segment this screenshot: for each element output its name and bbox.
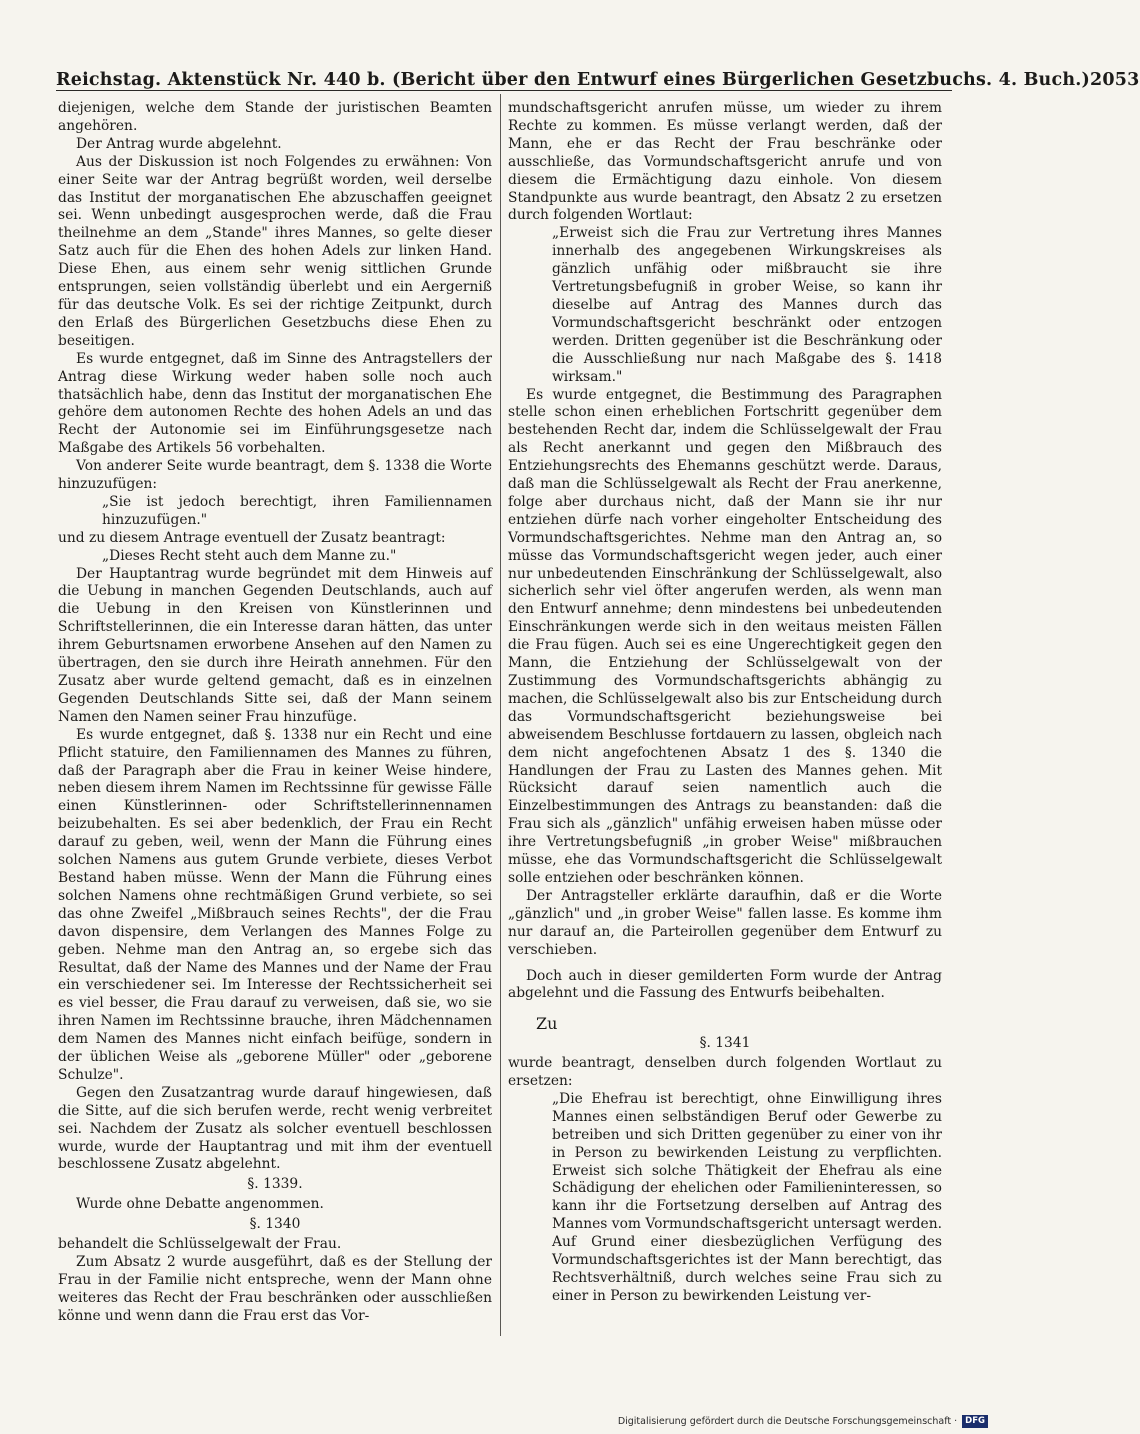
- paragraph: mundschaftsgericht anrufen müsse, um wieder zu ihrem Rechte zu kommen. Es müsse verlangt werden, daß der Mann, ehe er das Recht der Frau beschränke oder ausschließe, das Vormundschaftsgericht anrufe und von diesem die Ermächtigung dazu einhole. Von diesem Standpunkte aus wurde beantragt, den Absatz 2 zu ersetzen durch folgenden Wortlaut:: [508, 100, 942, 224]
- paragraph: und zu diesem Antrage eventuell der Zusatz beantragt:: [58, 529, 446, 546]
- paragraph: Gegen den Zusatzantrag wurde darauf hingewiesen, daß die Sitte, auf die sich berufen werde, recht wenig verbreitet sei. Nachdem der Zusatz als solcher eventuell beschlossen wurde, wurde der Hauptantrag und mit ihm der eventuell beschlossene Zusatz abgelehnt.: [58, 1084, 492, 1173]
- footer-credit: Digitalisierung gefördert durch die Deutsche Forschungsgemeinschaft ·: [617, 1415, 958, 1427]
- paragraph: Zum Absatz 2 wurde ausgeführt, daß es der Stellung der Frau in der Familie nicht entspreche, wenn der Mann ohne weiteres das Recht der Frau beschränken oder ausschließen könne und wenn dann die Frau erst das Vor-: [58, 1254, 492, 1324]
- paragraph: Der Antragsteller erklärte daraufhin, daß er die Worte „gänzlich" und „in grober Weise" fallen lasse. Es komme ihm nur darauf an, die Parteirollen gegenüber dem Entwurf zu verschieben.: [508, 887, 942, 958]
- running-title: Reichstag. Aktenstück Nr. 440 b. (Bericht über den Entwurf eines Bürgerlichen Gesetzbuchs. 4. Buch.): [56, 70, 1091, 90]
- quoted-amendment: „Erweist sich die Frau zur Vertretung ihres Mannes innerhalb des angegebenen Wirkungskreises als gänzlich unfähig oder mißbraucht sie ihre Vertretungsbefugniß in grober Weise, so kann ihr dieselbe auf Antrag des Mannes durch das Vormundschaftsgericht beschränkt oder entzogen werden. Dritten gegenüber ist die Beschränkung oder die Ausschließung nur nach Maßgabe des §. 1418 wirksam.": [552, 225, 942, 385]
- paragraph: Der Antrag wurde abgelehnt.: [76, 135, 282, 152]
- paragraph: Aus der Diskussion ist noch Folgendes zu erwähnen: Von einer Seite war der Antrag begrüßt worden, weil derselbe das Institut der morganatischen Ehe abzuschaffen geeignet sei. Wenn unbedingt ausgesprochen werde, daß die Frau theilnehme an dem „Stande" ihres Mannes, so gelte dieser Satz auch für die Ehen des hohen Adels zur linken Hand. Diese Ehen, aus einem sehr wenig sittlichen Grunde entsprungen, seien vollständig überlebt und ein Aergerniß für das deutsche Volk. Es sei der richtige Zeitpunkt, durch den Erlaß des Bürgerlichen Gesetzbuchs diese Ehen zu beseitigen.: [58, 153, 492, 349]
- paragraph: wurde beantragt, denselben durch folgenden Wortlaut zu ersetzen:: [508, 1055, 942, 1090]
- digitization-footer: [618, 1414, 988, 1428]
- paragraph: Es wurde entgegnet, daß im Sinne des Antragstellers der Antrag diese Wirkung weder haben solle noch auch thatsächlich habe, denn das Institut der morganatischen Ehe gehöre dem autonomen Rechte des hohen Adels an und das Recht der Autonomie sei im Einführungsgesetze nach Maßgabe des Artikels 56 vorbehalten.: [58, 350, 492, 457]
- paragraph: diejenigen, welche dem Stande der juristischen Beamten angehören.: [58, 100, 492, 134]
- quoted-amendment: „Sie ist jedoch berechtigt, ihren Familiennamen hinzuzufügen.": [102, 493, 492, 528]
- paragraph: behandelt die Schlüsselgewalt der Frau.: [58, 1236, 342, 1253]
- section-heading: §. 1340: [249, 1216, 301, 1233]
- dfg-logo-icon: DFG: [962, 1415, 988, 1428]
- section-heading: §. 1339.: [247, 1176, 303, 1193]
- left-column: [58, 100, 492, 1326]
- paragraph: Der Hauptantrag wurde begründet mit dem Hinweis auf die Uebung in manchen Gegenden Deutschlands, auch auf die Uebung in den Kreisen von Künstlerinnen und Schriftstellerinnen, die ein Interesse daran hätten, das unter ihrem Geburtsnamen erworbene Ansehen auf den Namen zu übertragen, den sie durch ihre Heirath annehmen. Für den Zusatz aber wurde geltend gemacht, daß es in einzelnen Gegenden Deutschlands Sitte sei, daß der Mann seinem Namen den Namen seiner Frau hinzufüge.: [58, 565, 492, 725]
- column-divider: [500, 94, 501, 1336]
- paragraph: Es wurde entgegnet, daß §. 1338 nur ein Recht und eine Pflicht statuire, den Familiennamen des Mannes zu führen, daß der Paragraph aber die Frau in keiner Weise hindere, neben diesem ihrem Namen im Rechtssinne für gewisse Fälle einen Künstlerinnen- oder Schriftstellerinnennamen beizubehalten. Es sei aber bedenklich, der Frau ein Recht darauf zu geben, weil, wenn der Mann die Führung eines solchen Namens aus gutem Grunde verbiete, dieses Verbot Bestand haben müsse. Wenn der Mann die Führung eines solchen Namens ohne rechtmäßigen Grund verbiete, so sei das ohne Zweifel „Mißbrauch seines Rechts", der die Frau davon dispensire, dem Verlangen des Mannes Folge zu geben. Nehme man den Antrag an, so ergebe sich das Resultat, daß der Name des Mannes und der Name der Frau ein verschiedener sei. Im Interesse der Rechtssicherheit sei es viel besser, die Frau darauf zu verweisen, daß sie, wo sie ihren Namen im Rechtssinne brauche, ihren Mädchennamen dem Namen des Mannes nicht einfach beifüge, sondern in der üblichen Weise als „geborene Müller" oder „geborene Schulze".: [58, 726, 492, 1083]
- section-intro: Zu: [536, 1014, 558, 1034]
- paragraph: Es wurde entgegnet, die Bestimmung des Paragraphen stelle schon einen erheblichen Fortschritt gegenüber dem bestehenden Recht dar, indem die Schlüsselgewalt der Frau als Recht anerkannt und gegen den Mißbrauch des Entziehungsrechts des Ehemanns geschützt werde. Daraus, daß man die Schlüsselgewalt als Recht der Frau anerkenne, folge aber durchaus nicht, daß der Mann sie ihr nur entziehen dürfe nach vorher eingeholter Entscheidung des Vormundschaftsgerichtes. Nehme man den Antrag an, so müsse das Vormundschaftsgericht wegen jeder, auch einer nur unbedeutenden Einschränkung der Schlüsselgewalt, also sicherlich sehr viel öfter angerufen werden, als wenn man den Entwurf annehme; denn mindestens bei unbedeutenden Einschränkungen werde sich in den weitaus meisten Fällen die Frau fügen. Auch sei es eine Ungerechtigkeit gegen den Mann, die Entziehung der Schlüsselgewalt von der Zustimmung des Vormundschaftsgerichts abhängig zu machen, die Schlüsselgewalt also bis zur Entscheidung durch das Vormundschaftsgericht beziehungsweise bei abweisendem Beschlusse fortdauern zu lassen, obgleich nach dem nicht angefochtenen Absatz 1 des §. 1340 die Handlungen der Frau zu Lasten des Mannes gehen. Mit Rücksicht darauf seien namentlich auch die Einzelbestimmungen des Antrags zu beanstanden: daß die Frau sich als „gänzlich" unfähig erweisen haben müsse oder ihre Vertretungsbefugniß „in grober Weise" mißbrauchen müsse, ehe das Vormundschaftsgericht die Schlüsselgewalt solle entziehen oder beschränken können.: [508, 386, 942, 886]
- section-heading: §. 1341: [699, 1035, 751, 1052]
- page-header: [56, 56, 1140, 91]
- right-column: [508, 100, 942, 1306]
- spacer: [508, 960, 942, 968]
- page-number: 2053: [1090, 70, 1140, 90]
- quoted-amendment: „Dieses Recht steht auch dem Manne zu.": [102, 547, 397, 564]
- quoted-amendment: „Die Ehefrau ist berechtigt, ohne Einwilligung ihres Mannes einen selbständigen Beruf oder Gewerbe zu betreiben und sich Dritten gegenüber zu einer von ihr in Person zu bewirkenden Leistung zu verpflichten. Erweist sich solche Thätigkeit der Ehefrau als eine Schädigung der ehelichen oder Familieninteressen, so kann ihr die Fortsetzung derselben auf Antrag des Mannes vom Vormundschaftsgericht untersagt werden. Auf Grund einer diesbezüglichen Verfügung des Vormundschaftsgerichtes ist der Mann berechtigt, das Rechtsverhältniß, durch welches seine Frau sich zu einer in Person zu bewirkenden Leistung ver-: [552, 1090, 942, 1304]
- paragraph: Wurde ohne Debatte angenommen.: [76, 1196, 324, 1213]
- paragraph: Doch auch in dieser gemilderten Form wurde der Antrag abgelehnt und die Fassung des Entwurfs beibehalten.: [508, 967, 942, 1002]
- paragraph: Von anderer Seite wurde beantragt, dem §. 1338 die Worte hinzuzufügen:: [58, 458, 492, 493]
